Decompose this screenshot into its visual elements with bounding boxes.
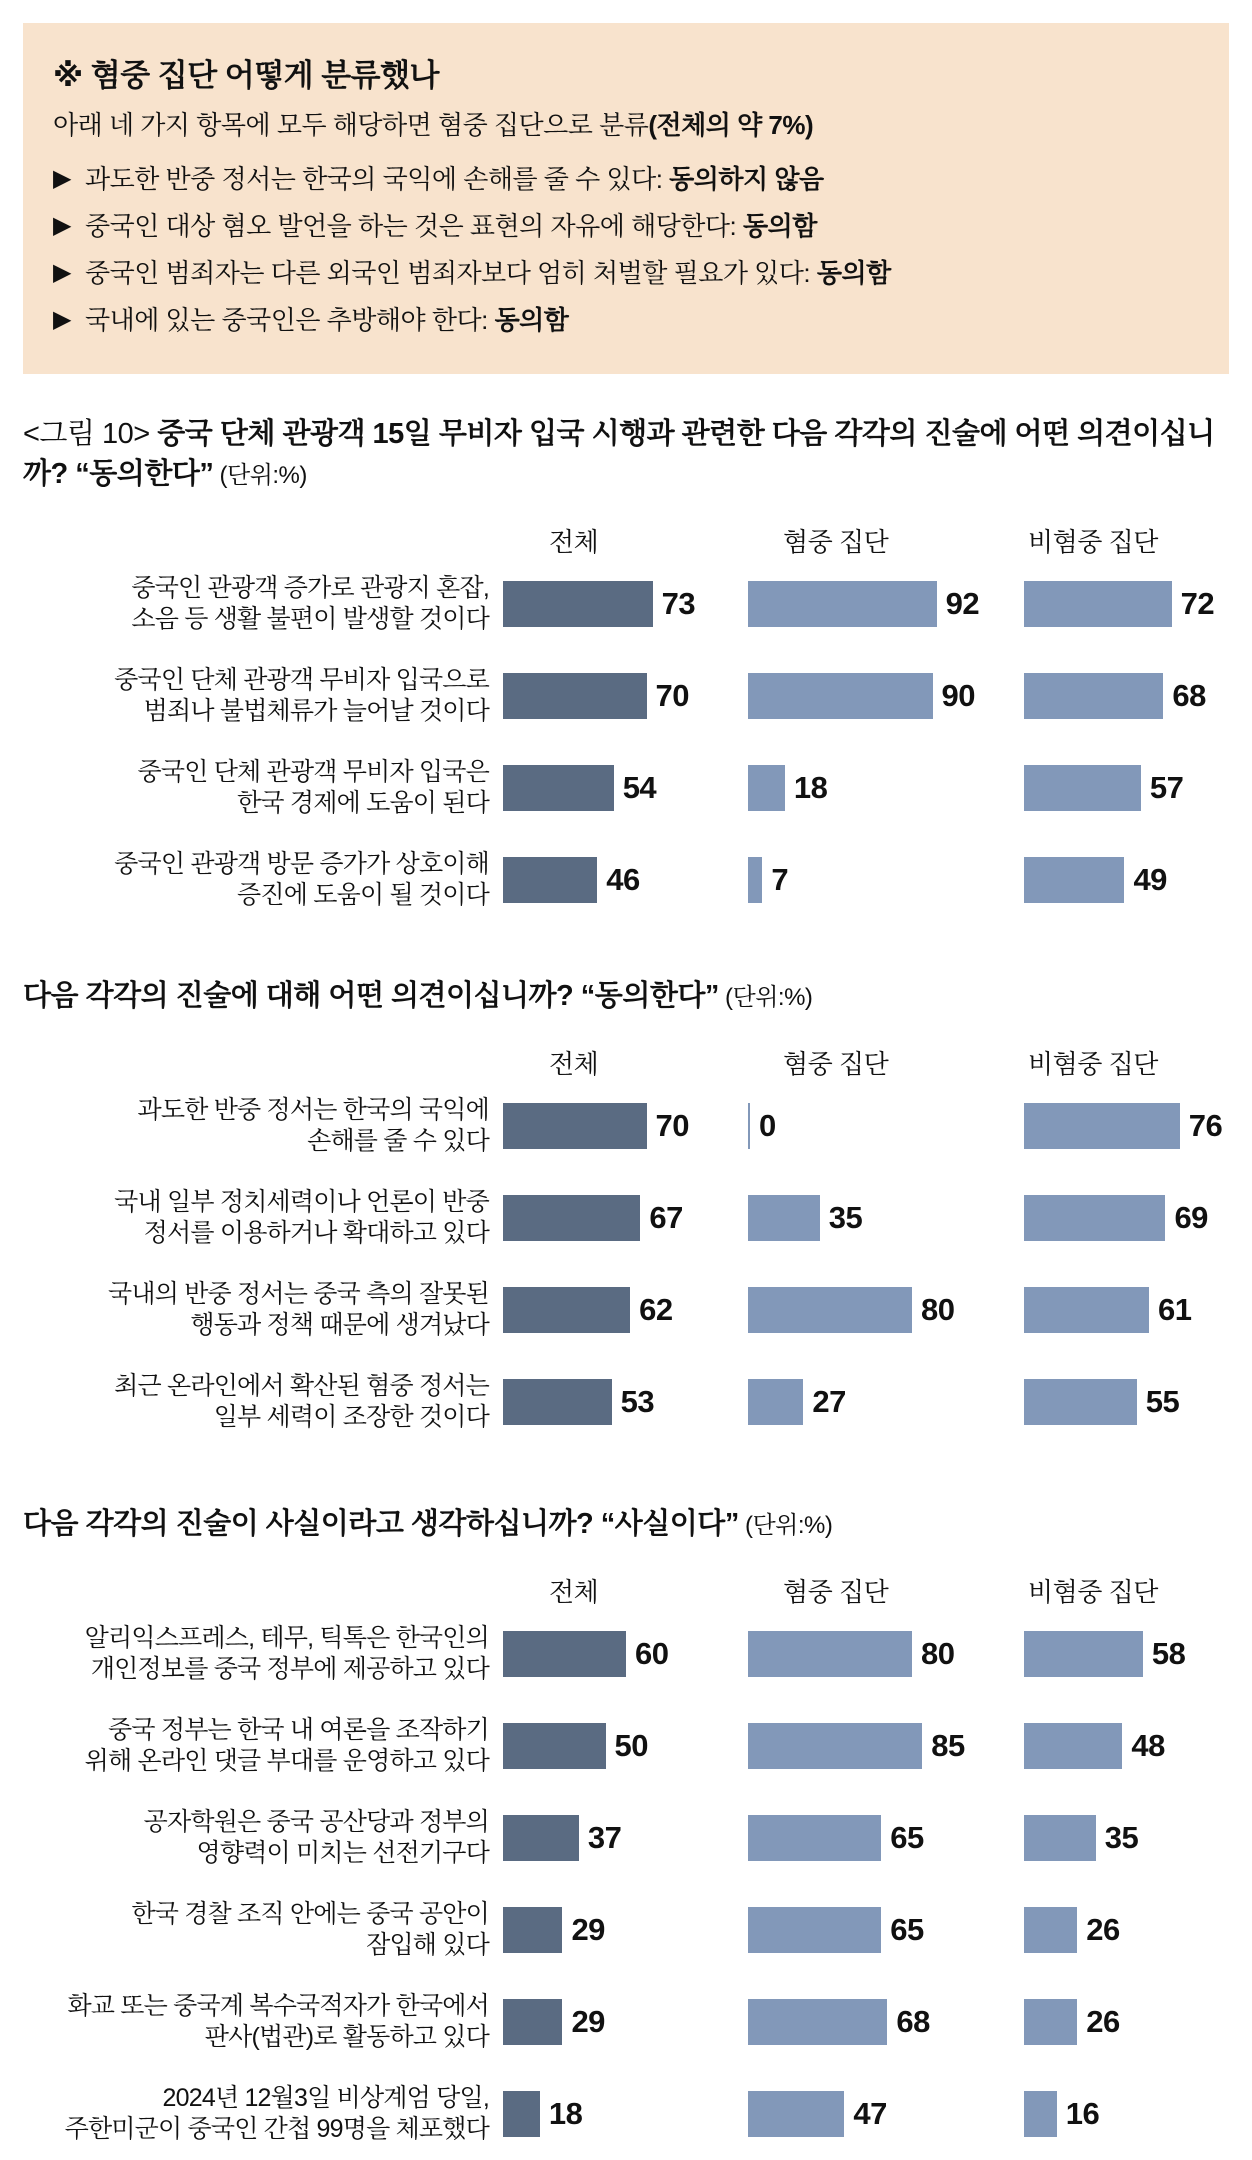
bar-total [503,1195,640,1241]
chart-unit-label: (단위:%) [718,984,813,1011]
row-label-line: 중국 정부는 한국 내 여론을 조작하기 [108,1716,489,1744]
bar-value: 92 [945,586,980,621]
bar-value: 65 [890,1820,924,1855]
column-header-1: 전체 [549,1577,599,1607]
chart-row [23,1792,1229,1884]
criterion-item [53,209,1199,243]
bar-non-hate-group [1024,1195,1165,1241]
chart-row [23,1080,1229,1172]
bar-value: 69 [1174,1200,1208,1235]
row-label [23,1080,503,1172]
bar-hate-china-group [748,1631,912,1677]
bar-value: 80 [921,1636,955,1671]
bar-value: 35 [1104,1820,1139,1855]
chart-title-main: 중국 단체 관광객 15일 무비자 입국 시행과 관련한 다음 각각의 진술에 어떤 의견이십니까? “동의한다” [23,418,1215,490]
bar-hate-china-group [748,1723,922,1769]
row-label [23,742,503,834]
row-label-line: 주한미군이 중국인 간첩 99명을 체포했다 [64,2115,489,2143]
row-label [23,2068,503,2160]
row-label-line: 손해를 줄 수 있다 [307,1127,489,1155]
bar-non-hate-group [1024,1723,1122,1769]
bar-cell-3 [1024,650,1229,742]
chart-title [23,976,1229,1018]
bar-cell-2 [748,558,1024,650]
bar-non-hate-group [1024,1907,1077,1953]
bar-cell-3 [1024,1608,1229,1700]
bar-hate-china-group [748,1815,881,1861]
bar-non-hate-group [1024,765,1141,811]
bar-hate-china-group [748,1287,912,1333]
row-label-line: 소음 등 생활 불편이 발생할 것이다 [131,605,489,633]
bar-total [503,1287,630,1333]
bar-hate-china-group [748,1195,820,1241]
bar-value: 16 [1065,2096,1100,2131]
row-label [23,1356,503,1448]
row-label-line: 최근 온라인에서 확산된 혐중 정서는 [114,1372,489,1400]
bar-cell-3 [1024,1700,1229,1792]
chart-row [23,742,1229,834]
bar-value: 35 [828,1200,863,1235]
bar-cell-3 [1024,1976,1229,2068]
bar-hate-china-group [748,581,937,627]
chart-row [23,558,1229,650]
criterion-answer: 동의함 [494,305,569,335]
bar-cell-3 [1024,1080,1229,1172]
chart-section-2 [23,976,1229,1448]
row-label-line: 개인정보를 중국 정부에 제공하고 있다 [90,1655,489,1683]
row-label-line: 과도한 반중 정서는 한국의 국익에 [137,1096,489,1124]
row-label [23,834,503,926]
chart-row [23,1608,1229,1700]
bar-cell-2 [748,2068,1024,2160]
bar-value: 90 [941,678,975,713]
bar-value: 58 [1151,1636,1186,1671]
chart-title-prefix: <그림 10> [23,418,158,450]
criterion-text: 국내에 있는 중국인은 추방해야 한다: 동의함 [84,305,569,335]
chart-row [23,2068,1229,2160]
bar-total [503,2091,540,2137]
chart-row [23,1700,1229,1792]
bar-value: 54 [622,770,657,805]
bar-non-hate-group [1024,1287,1149,1333]
column-headers [23,522,1229,557]
column-header-3: 비혐중 집단 [1028,1049,1158,1079]
column-header-3: 비혐중 집단 [1028,527,1158,557]
bar-hate-china-group [748,1379,803,1425]
label-column-spacer [23,522,503,559]
bar-hate-china-group [748,673,933,719]
subtitle-bold: (전체의 약 7%) [648,110,814,140]
row-label [23,1700,503,1792]
bar-value: 80 [921,1292,955,1327]
column-header-2: 혐중 집단 [783,1049,889,1079]
row-label-line: 국내의 반중 정서는 중국 측의 잘못된 [108,1280,489,1308]
bar-value: 55 [1145,1384,1180,1419]
bar-value: 37 [587,1820,622,1855]
bar-value: 29 [571,1912,605,1947]
bar-cell-1 [503,2068,748,2160]
classification-box [23,23,1229,374]
bar-non-hate-group [1024,857,1124,903]
chart-title [23,414,1229,496]
bar-cell-3 [1024,834,1229,926]
bar-hate-china-group [748,1103,750,1149]
row-label-line: 잠입해 있다 [366,1931,489,1959]
row-label-line: 중국인 관광객 증가로 관광지 혼잡, [131,574,489,602]
bar-cell-1 [503,1884,748,1976]
bar-hate-china-group [748,2091,844,2137]
bar-non-hate-group [1024,1815,1096,1861]
bar-value: 53 [620,1384,655,1419]
bullet-triangle-icon: ▶ [53,165,71,192]
criterion-text: 중국인 범죄자는 다른 외국인 범죄자보다 엄히 처벌할 필요가 있다: 동의함 [84,258,891,288]
row-label-line: 판사(법관)로 활동하고 있다 [204,2023,489,2051]
bar-value: 7 [771,862,789,897]
chart-unit-label: (단위:%) [738,1512,833,1539]
criterion-answer: 동의함 [743,211,817,241]
row-label-line: 공자학원은 중국 공산당과 정부의 [143,1808,489,1836]
bar-total [503,1999,562,2045]
bar-hate-china-group [748,1907,881,1953]
row-label-line: 중국인 관광객 방문 증가가 상호이해 [114,850,489,878]
bar-cell-2 [748,1884,1024,1976]
bar-cell-1 [503,1172,748,1264]
row-label-line: 증진에 도움이 될 것이다 [237,881,489,909]
bar-value: 72 [1180,586,1215,621]
row-label-line: 한국 경찰 조직 안에는 중국 공안이 [131,1900,489,1928]
bar-cell-1 [503,1356,748,1448]
row-label [23,1264,503,1356]
row-label-line: 정서를 이용하거나 확대하고 있다 [143,1219,489,1247]
criterion-item [53,162,1199,196]
row-label [23,650,503,742]
bar-cell-1 [503,742,748,834]
bar-total [503,1723,606,1769]
bar-value: 27 [812,1384,846,1419]
criterion-item [53,256,1199,290]
bar-cell-3 [1024,2068,1229,2160]
bar-cell-2 [748,1080,1024,1172]
chart-row [23,1264,1229,1356]
bar-total [503,1103,647,1149]
bar-value: 67 [649,1200,683,1235]
bar-value: 85 [931,1728,965,1763]
bar-cell-1 [503,558,748,650]
chart-row [23,834,1229,926]
bar-cell-1 [503,1976,748,2068]
bar-cell-3 [1024,1172,1229,1264]
bar-cell-1 [503,1608,748,1700]
chart-row [23,1976,1229,2068]
bar-value: 0 [759,1108,776,1143]
row-label [23,1608,503,1700]
bar-non-hate-group [1024,2091,1057,2137]
row-label-line: 2024년 12월3일 비상계엄 당일, [162,2084,489,2112]
bar-cell-2 [748,1976,1024,2068]
bar-value: 48 [1131,1728,1165,1763]
bar-cell-1 [503,650,748,742]
chart-unit-label: (단위:%) [213,462,307,489]
bar-value: 57 [1149,770,1184,805]
bar-cell-2 [748,742,1024,834]
bar-value: 61 [1158,1292,1192,1327]
criterion-answer: 동의함 [816,258,891,288]
bar-cell-2 [748,1264,1024,1356]
bar-cell-1 [503,1264,748,1356]
chart-row [23,1172,1229,1264]
column-header-1: 전체 [549,527,599,557]
bar-total [503,581,653,627]
bar-value: 62 [639,1292,673,1327]
bar-value: 18 [548,2096,583,2131]
infographic-page [0,23,1252,2151]
bar-cell-1 [503,1700,748,1792]
bar-cell-3 [1024,1264,1229,1356]
bar-value: 47 [853,2096,887,2131]
bar-value: 70 [655,678,689,713]
column-header-1: 전체 [549,1049,599,1079]
bar-cell-2 [748,1608,1024,1700]
bullet-triangle-icon: ▶ [53,259,71,286]
row-label-line: 행동과 정책 때문에 생겨났다 [190,1311,489,1339]
row-label-line: 중국인 단체 관광객 무비자 입국으로 [114,666,489,694]
label-column-spacer [23,1572,503,1609]
bar-value: 68 [1172,678,1206,713]
bar-value: 65 [890,1912,924,1947]
criterion-text: 중국인 대상 혐오 발언을 하는 것은 표현의 자유에 해당한다: 동의함 [84,211,817,241]
row-label [23,1884,503,1976]
bar-cell-2 [748,1356,1024,1448]
bar-value: 70 [655,1108,689,1143]
chart-row [23,1356,1229,1448]
subtitle-regular: 아래 네 가지 항목에 모두 해당하면 혐중 집단으로 분류 [53,110,649,140]
chart-title [23,1504,1229,1546]
row-label-line: 화교 또는 중국계 복수국적자가 한국에서 [67,1992,489,2020]
criterion-text: 과도한 반중 정서는 한국의 국익에 손해를 줄 수 있다: 동의하지 않음 [84,164,824,194]
chart-rows [23,558,1229,926]
classification-box-title: ※ 혐중 집단 어떻게 분류했나 [53,58,439,93]
bar-value: 18 [793,770,828,805]
chart-sections [23,414,1229,2160]
criterion-answer: 동의하지 않음 [669,164,824,194]
row-label-line: 영향력이 미치는 선전기구다 [196,1839,489,1867]
bar-non-hate-group [1024,1379,1137,1425]
bar-cell-1 [503,1080,748,1172]
chart-rows [23,1608,1229,2160]
bar-value: 73 [661,586,696,621]
column-headers [23,1044,1229,1079]
row-label-line: 일부 세력이 조장한 것이다 [213,1403,489,1431]
label-column-spacer [23,1044,503,1081]
column-headers [23,1572,1229,1607]
row-label-line: 알리익스프레스, 테무, 틱톡은 한국인의 [84,1624,489,1652]
bar-value: 50 [614,1728,648,1763]
bar-cell-2 [748,650,1024,742]
classification-criteria-list [53,162,1199,337]
bar-value: 60 [635,1636,669,1671]
bar-value: 68 [896,2004,930,2039]
bar-cell-3 [1024,1356,1229,1448]
bar-cell-2 [748,1700,1024,1792]
chart-title-main: 다음 각각의 진술에 대해 어떤 의견이십니까? “동의한다” [23,980,719,1012]
bar-hate-china-group [748,765,785,811]
row-label-line: 범죄나 불법체류가 늘어날 것이다 [143,697,489,725]
bar-non-hate-group [1024,1999,1077,2045]
bar-non-hate-group [1024,581,1172,627]
row-label [23,1792,503,1884]
chart-section-1 [23,414,1229,926]
bar-total [503,1907,562,1953]
bar-value: 29 [571,2004,605,2039]
row-label [23,1172,503,1264]
bar-total [503,765,614,811]
row-label [23,558,503,650]
bar-value: 76 [1188,1108,1223,1143]
bar-hate-china-group [748,857,762,903]
row-label-line: 한국 경제에 도움이 된다 [237,789,489,817]
bar-cell-2 [748,1172,1024,1264]
bar-value: 46 [606,862,640,897]
bar-cell-3 [1024,1884,1229,1976]
bullet-triangle-icon: ▶ [53,212,71,239]
chart-title-main: 다음 각각의 진술이 사실이라고 생각하십니까? “사실이다” [23,1508,739,1540]
row-label-line: 국내 일부 정치세력이나 언론이 반중 [114,1188,489,1216]
chart-section-3 [23,1504,1229,2160]
bar-cell-3 [1024,742,1229,834]
bar-total [503,673,647,719]
chart-row [23,650,1229,742]
bar-total [503,1379,612,1425]
bar-cell-2 [748,834,1024,926]
column-header-3: 비혐중 집단 [1028,1577,1158,1607]
bar-total [503,857,597,903]
column-header-2: 혐중 집단 [783,527,889,557]
classification-box-subtitle [53,105,1199,142]
column-header-2: 혐중 집단 [783,1577,889,1607]
row-label-line: 중국인 단체 관광객 무비자 입국은 [137,758,489,786]
criterion-item [53,303,1199,337]
bar-cell-1 [503,834,748,926]
chart-rows [23,1080,1229,1448]
bar-cell-3 [1024,1792,1229,1884]
bullet-triangle-icon: ▶ [53,306,71,333]
bar-non-hate-group [1024,1103,1180,1149]
bar-non-hate-group [1024,673,1163,719]
chart-row [23,1884,1229,1976]
bar-cell-3 [1024,558,1229,650]
bar-value: 49 [1133,862,1167,897]
row-label [23,1976,503,2068]
bar-value: 26 [1086,1912,1120,1947]
bar-hate-china-group [748,1999,887,2045]
row-label-line: 위해 온라인 댓글 부대를 운영하고 있다 [84,1747,489,1775]
bar-cell-1 [503,1792,748,1884]
bar-total [503,1631,626,1677]
bar-cell-2 [748,1792,1024,1884]
bar-total [503,1815,579,1861]
bar-value: 26 [1086,2004,1120,2039]
bar-non-hate-group [1024,1631,1143,1677]
